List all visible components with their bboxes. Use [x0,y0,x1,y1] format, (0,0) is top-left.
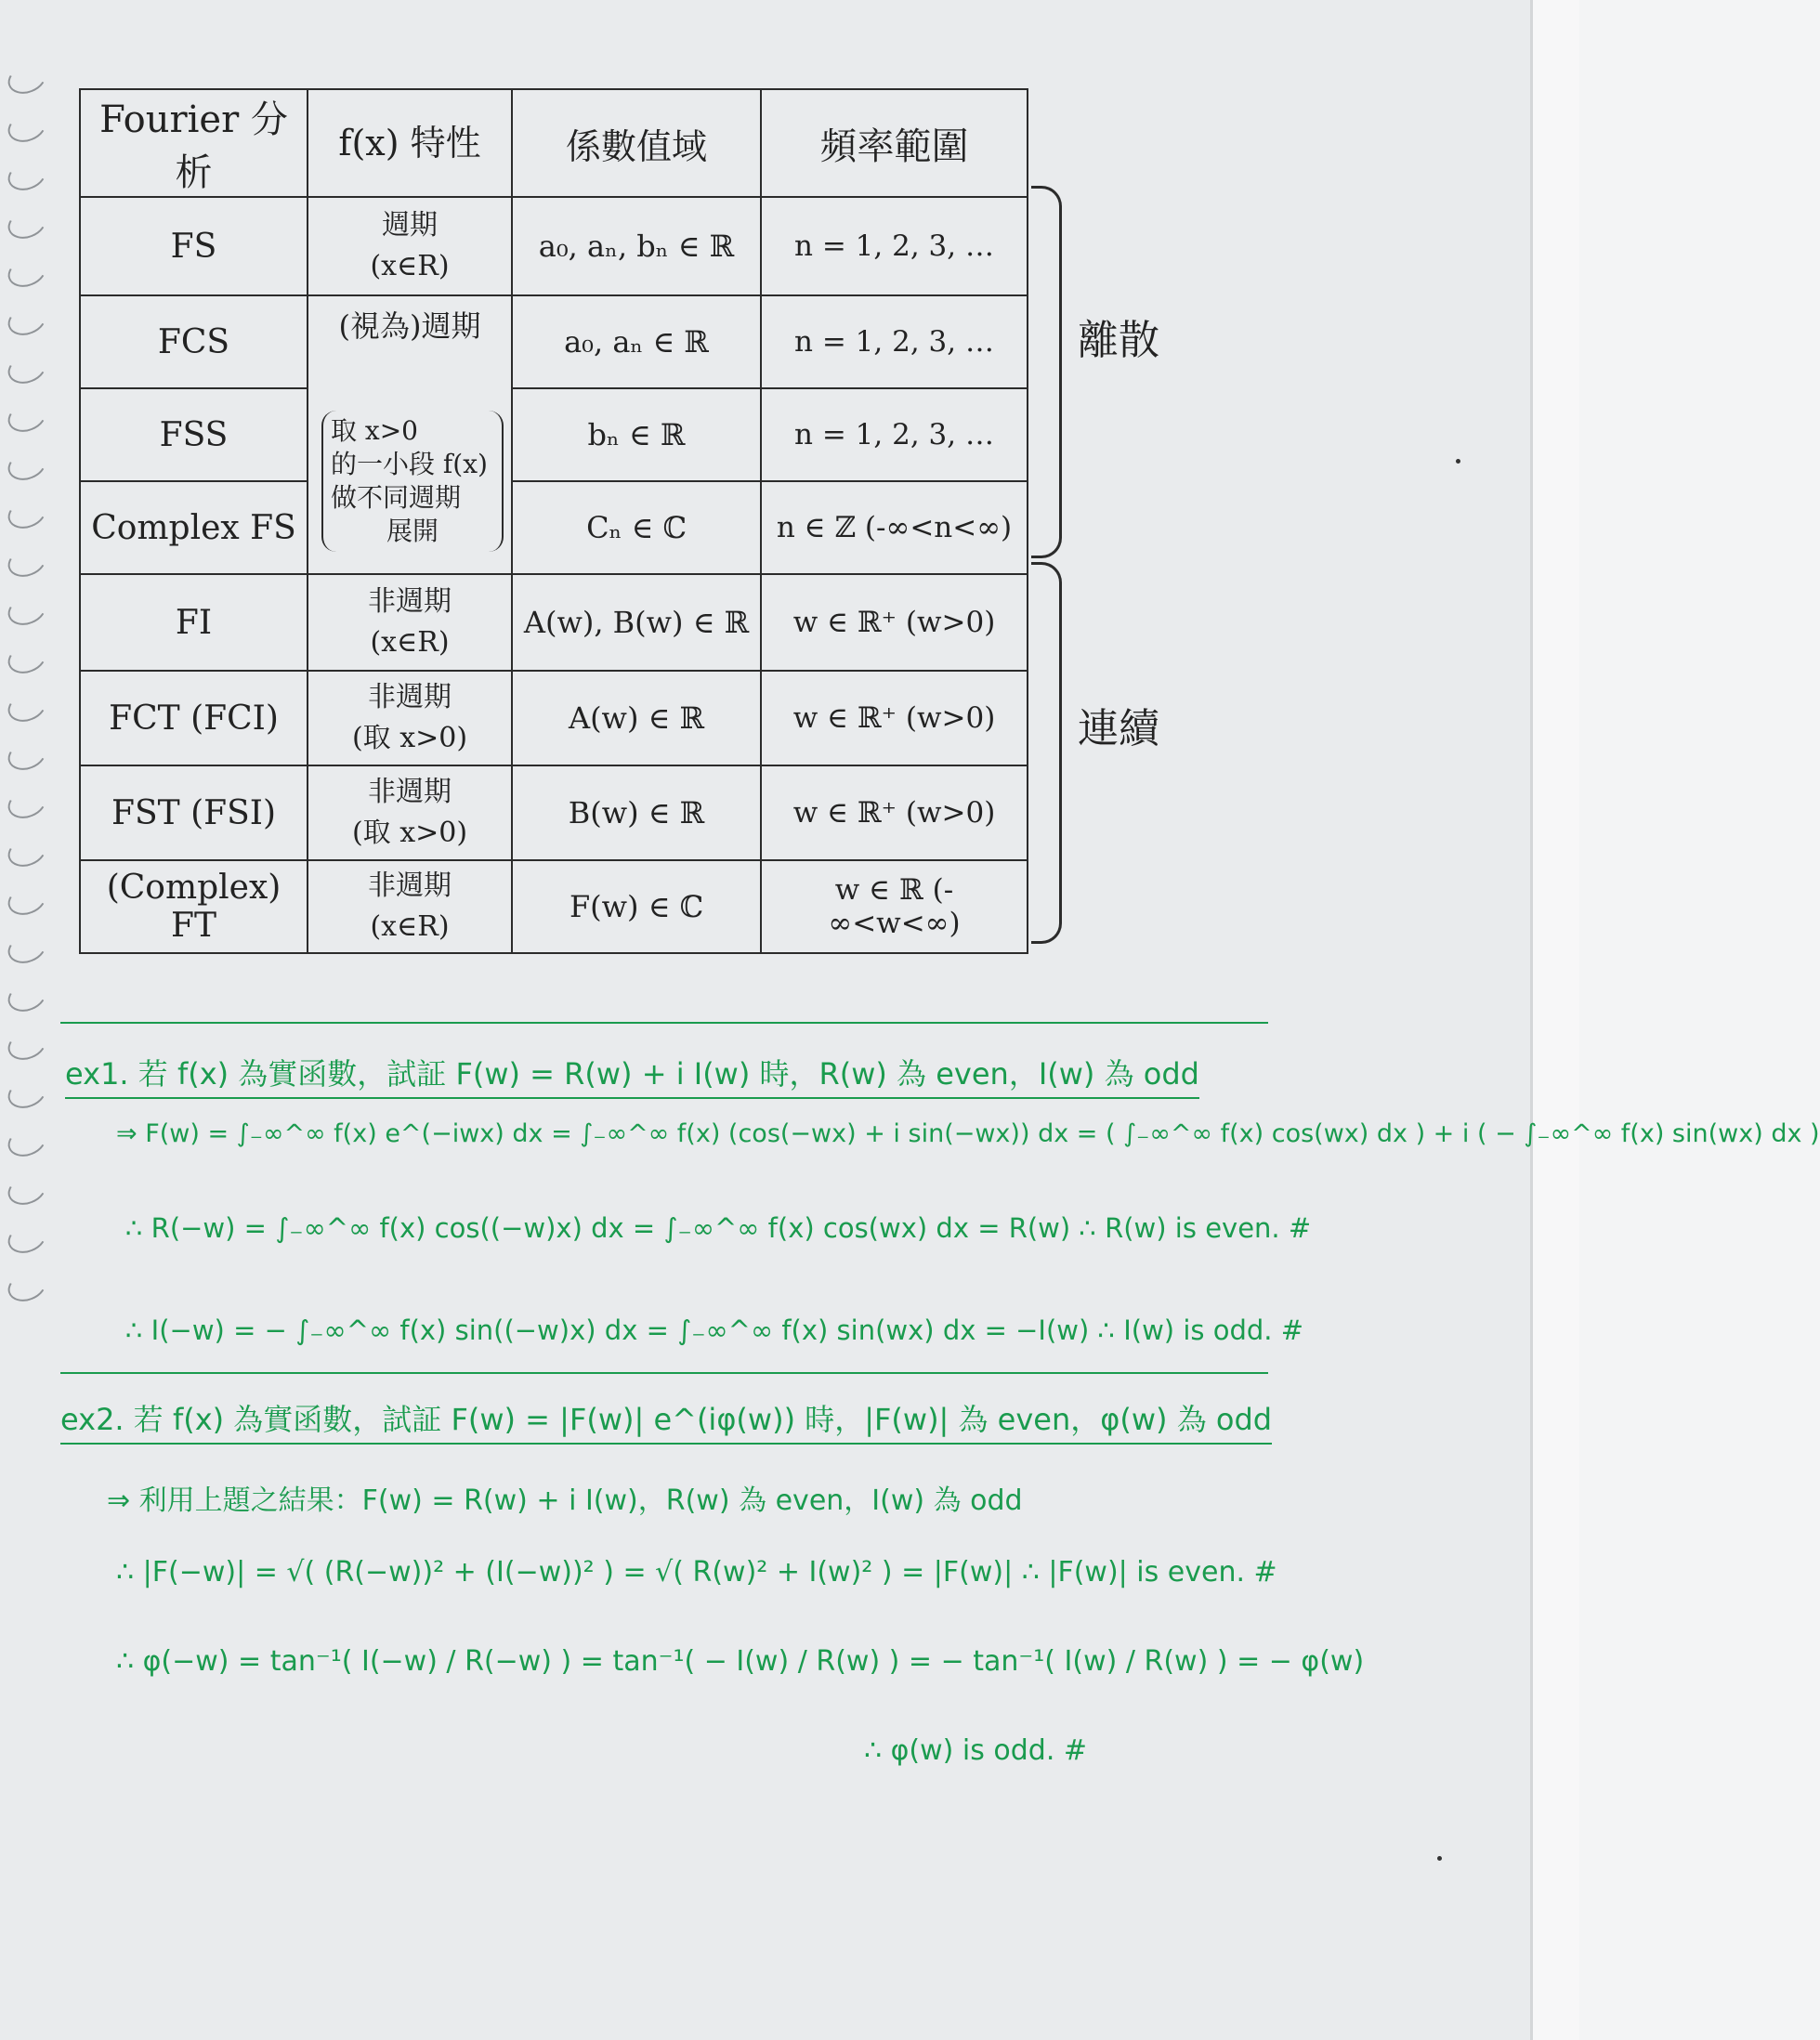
table-row [80,481,1028,574]
property-cell [308,765,512,860]
binder-hole [4,687,50,727]
ex2-conclusion: ∴ φ(w) is odd. # [864,1734,1088,1767]
binder-hole [4,591,50,631]
freq-cell: w ∈ ℝ (-∞<w<∞) [761,860,1028,953]
binder-hole [4,253,50,293]
coef-cell: bₙ ∈ ℝ [512,388,761,481]
ex2-step1: ⇒ 利用上題之結果：F(w) = R(w) + i I(w)，R(w) 為 even，I(w) 為 odd [107,1484,1023,1517]
bracket-line: 的一小段 f(x) [331,448,488,479]
transform-name: FI [80,574,308,671]
table-row [80,574,1028,671]
transform-name: FS [80,197,308,295]
bracket-note-cell [308,388,512,574]
binder-hole [4,204,50,244]
freq-cell: w ∈ ℝ⁺ (w>0) [761,671,1028,765]
coef-cell: A(w) ∈ ℝ [512,671,761,765]
binder-hole [4,1219,50,1259]
header-cell: f(x) 特性 [308,89,512,197]
table-row [80,860,1028,953]
property-line: (x∈R) [370,250,450,282]
binder-hole [4,736,50,776]
binder-hole [4,784,50,824]
discrete-label: 離散 [1078,317,1159,364]
binder-hole [4,59,50,99]
property-line: (取 x>0) [351,817,468,849]
discrete-brace [1031,186,1062,558]
coef-cell: a₀, aₙ ∈ ℝ [512,295,761,388]
transform-name: FSS [80,388,308,481]
property-cell [308,574,512,671]
transform-name: FCS [80,295,308,388]
coef-cell: F(w) ∈ ℂ [512,860,761,953]
binder-hole [4,156,50,196]
table-header-row [80,89,1028,197]
table-row [80,295,1028,388]
bracket-note [321,411,504,552]
binder-hole [4,639,50,679]
ex1-step2: ∴ R(−w) = ∫₋∞^∞ f(x) cos((−w)x) dx = ∫₋∞^∞ f(x) cos(wx) dx = R(w) ∴ R(w) is even. # [125,1212,1312,1244]
freq-cell: w ∈ ℝ⁺ (w>0) [761,765,1028,860]
coef-cell: B(w) ∈ ℝ [512,765,761,860]
ex2-step2: ∴ |F(−w)| = √( (R(−w))² + (I(−w))² ) = √( R(w)² + I(w)² ) = |F(w)| ∴ |F(w)| is even. # [116,1556,1277,1589]
bracket-line: 做不同週期 [331,481,462,513]
binder-hole [4,1122,50,1162]
binder-hole [4,301,50,341]
property-line: (x∈R) [370,626,450,659]
binder-hole [4,1026,50,1066]
freq-cell: n = 1, 2, 3, … [761,197,1028,295]
transform-name: FST (FSI) [80,765,308,860]
header-cell: 係數值域 [512,89,761,197]
header-cell: Fourier 分析 [80,89,308,197]
ex1-step1: ⇒ F(w) = ∫₋∞^∞ f(x) e^(−iwx) dx = ∫₋∞^∞ f(x) (cos(−wx) + i sin(−wx)) dx = ( ∫₋∞^∞ f(x) cos(wx) dx ) + i ( − ∫₋∞^∞ f(x) sin(wx) dx ) [116,1119,1820,1148]
ex1-step3: ∴ I(−w) = − ∫₋∞^∞ f(x) sin((−w)x) dx = ∫₋∞^∞ f(x) sin(wx) dx = −I(w) ∴ I(w) is odd. # [125,1314,1304,1346]
freq-cell: n ∈ ℤ (-∞<n<∞) [761,481,1028,574]
ex1-title: ex1. 若 f(x) 為實函數，試証 F(w) = R(w) + i I(w) 時，R(w) 為 even，I(w) 為 odd [65,1051,1199,1099]
binder-hole [4,832,50,872]
property-cell [308,860,512,953]
table-row [80,388,1028,481]
table-row [80,765,1028,860]
transform-name: Complex FS [80,481,308,574]
binder-hole [4,1074,50,1114]
binder-hole [4,108,50,148]
header-cell: 頻率範圍 [761,89,1028,197]
property-cell: (視為)週期 [308,295,512,388]
binder-hole [4,929,50,969]
property-cell [308,197,512,295]
binder-hole [4,1267,50,1307]
property-line: (取 x>0) [351,722,468,754]
continuous-label: 連續 [1078,705,1159,752]
binder-hole [4,1170,50,1210]
transform-name: (Complex) FT [80,860,308,953]
binder-hole [4,398,50,438]
binder-hole [4,349,50,389]
freq-cell: w ∈ ℝ⁺ (w>0) [761,574,1028,671]
binder-hole [4,543,50,582]
coef-cell: Cₙ ∈ ℂ [512,481,761,574]
bracket-line: 取 x>0 [331,414,418,446]
freq-cell: n = 1, 2, 3, … [761,388,1028,481]
ink-dot [1456,459,1460,464]
binder-hole [4,977,50,1017]
divider-line [60,1372,1268,1374]
continuous-brace [1031,562,1062,944]
property-line: 非週期 [368,870,452,902]
coef-cell: a₀, aₙ, bₙ ∈ ℝ [512,197,761,295]
binder-hole [4,494,50,534]
transform-name: FCT (FCI) [80,671,308,765]
table-row [80,197,1028,295]
binder-hole [4,881,50,921]
ex2-title: ex2. 若 f(x) 為實函數，試証 F(w) = |F(w)| e^(iφ(w)) 時，|F(w)| 為 even，φ(w) 為 odd [60,1396,1272,1445]
property-line: 非週期 [368,776,452,808]
table-row [80,671,1028,765]
bracket-line: 展開 [386,515,439,546]
property-line: 非週期 [368,681,452,713]
freq-cell: n = 1, 2, 3, … [761,295,1028,388]
ex2-step3: ∴ φ(−w) = tan⁻¹( I(−w) / R(−w) ) = tan⁻¹( − I(w) / R(w) ) = − tan⁻¹( I(w) / R(w) ) = − φ(w) [116,1645,1365,1678]
coef-cell: A(w), B(w) ∈ ℝ [512,574,761,671]
property-line: 週期 [382,209,438,242]
fourier-table [79,88,1028,954]
page-edge [1530,0,1579,2040]
property-cell [308,671,512,765]
property-line: (x∈R) [370,910,450,943]
property-line: 非週期 [368,585,452,618]
ink-dot [1437,1856,1442,1861]
binder-hole [4,446,50,486]
divider-line [60,1022,1268,1024]
